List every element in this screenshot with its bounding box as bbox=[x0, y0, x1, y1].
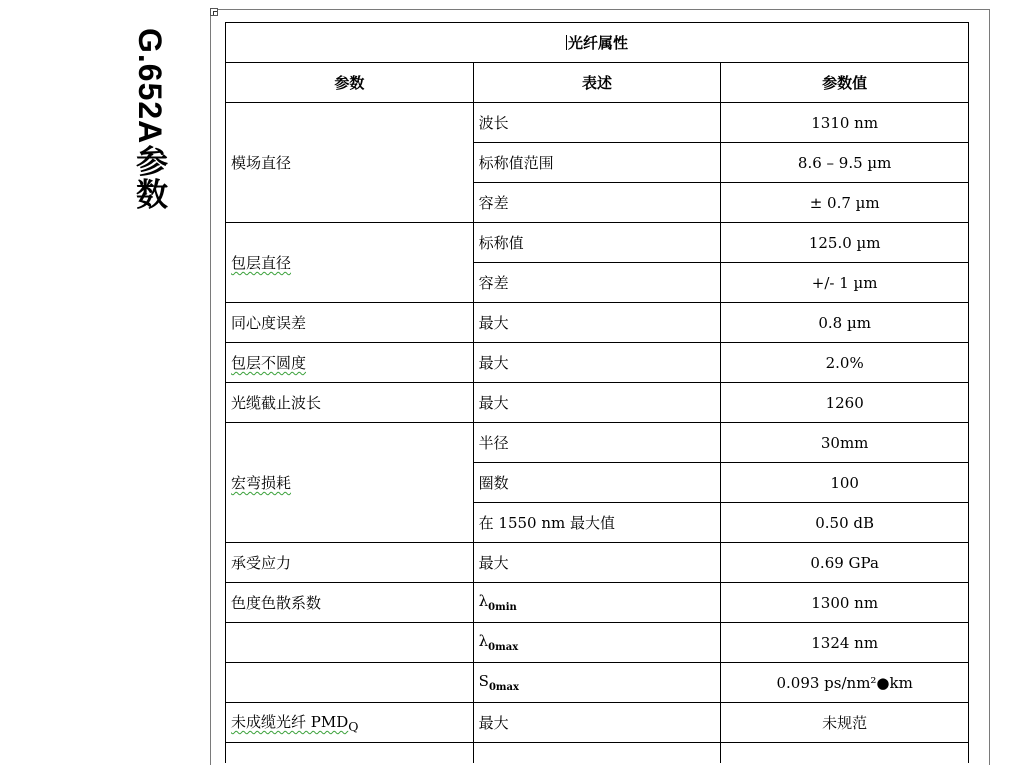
table-row bbox=[226, 543, 969, 583]
table-move-handle-icon[interactable] bbox=[210, 8, 218, 16]
desc-cell: 最大 bbox=[473, 383, 721, 423]
desc-cell: 最大 bbox=[473, 343, 721, 383]
desc-cell bbox=[473, 623, 721, 663]
desc-cell: 在 1550 nm 最大值 bbox=[473, 503, 721, 543]
value-cell: 1300 nm bbox=[721, 583, 969, 623]
slide-title bbox=[130, 28, 170, 268]
table-row bbox=[226, 223, 969, 263]
value-cell: 未规范 bbox=[721, 703, 969, 743]
desc-cell: 圈数 bbox=[473, 463, 721, 503]
desc-cell: 半径 bbox=[473, 423, 721, 463]
value-cell: 0.8 µm bbox=[721, 303, 969, 343]
desc-cell: 波长 bbox=[473, 103, 721, 143]
value-cell: 8.6 – 9.5 µm bbox=[721, 143, 969, 183]
column-header-param: 参数 bbox=[226, 63, 474, 103]
symbol-text: λ bbox=[478, 632, 489, 650]
text-cursor bbox=[566, 35, 567, 50]
param-cell: 光缆截止波长 bbox=[226, 383, 474, 423]
table-row bbox=[226, 623, 969, 663]
desc-cell: 标称值 bbox=[473, 223, 721, 263]
value-cell: 0.50 dB bbox=[721, 503, 969, 543]
param-text: 宏弯损耗 bbox=[231, 474, 292, 492]
value-cell: ± 0.7 µm bbox=[721, 183, 969, 223]
table-row bbox=[226, 663, 969, 703]
desc-cell: 标称值范围 bbox=[473, 143, 721, 183]
param-subscript: Q bbox=[348, 719, 359, 734]
param-cell bbox=[226, 623, 474, 663]
table-title: 光纤属性 bbox=[567, 34, 628, 52]
desc-cell: 最大 bbox=[473, 543, 721, 583]
value-cell: +/- 1 µm bbox=[721, 263, 969, 303]
desc-cell: 容差 bbox=[473, 263, 721, 303]
desc-cell: 容差 bbox=[473, 183, 721, 223]
table-row bbox=[226, 703, 969, 743]
table-row bbox=[226, 383, 969, 423]
param-cell: 承受应力 bbox=[226, 543, 474, 583]
value-cell: 1324 nm bbox=[721, 623, 969, 663]
value-cell: 1260 bbox=[721, 383, 969, 423]
symbol-subscript: 0max bbox=[488, 682, 519, 693]
desc-cell bbox=[473, 583, 721, 623]
empty-cell bbox=[226, 743, 474, 764]
table-title-cell bbox=[226, 23, 969, 63]
param-cell bbox=[226, 223, 474, 303]
value-cell: 100 bbox=[721, 463, 969, 503]
symbol-subscript: 0min bbox=[488, 602, 517, 613]
desc-cell: 最大 bbox=[473, 703, 721, 743]
param-cell bbox=[226, 343, 474, 383]
value-cell: 30mm bbox=[721, 423, 969, 463]
table-row bbox=[226, 343, 969, 383]
desc-cell bbox=[473, 663, 721, 703]
slide-title-latin: G.652A bbox=[132, 28, 168, 145]
column-header-desc: 表述 bbox=[473, 63, 721, 103]
param-cell: 同心度误差 bbox=[226, 303, 474, 343]
symbol-subscript: 0max bbox=[488, 642, 519, 653]
value-cell: 2.0% bbox=[721, 343, 969, 383]
param-cell bbox=[226, 423, 474, 543]
empty-cell bbox=[721, 743, 969, 764]
value-cell: 125.0 µm bbox=[721, 223, 969, 263]
param-text: 未成缆光纤 PMD bbox=[231, 713, 349, 731]
table-header-row bbox=[226, 63, 969, 103]
param-text: 包层不圆度 bbox=[231, 354, 307, 372]
param-cell: 模场直径 bbox=[226, 103, 474, 223]
slide-title-cjk: 参数 bbox=[131, 144, 169, 211]
table-row-cut bbox=[226, 743, 969, 764]
param-text: 包层直径 bbox=[231, 254, 292, 272]
param-cell bbox=[226, 663, 474, 703]
column-header-value: 参数值 bbox=[721, 63, 969, 103]
empty-cell bbox=[473, 743, 721, 764]
value-cell: 0.69 GPa bbox=[721, 543, 969, 583]
table-row bbox=[226, 423, 969, 463]
desc-cell: 最大 bbox=[473, 303, 721, 343]
table-row bbox=[226, 303, 969, 343]
fiber-properties-table bbox=[225, 22, 969, 763]
symbol-text: λ bbox=[478, 592, 489, 610]
param-cell bbox=[226, 703, 474, 743]
value-cell: 1310 nm bbox=[721, 103, 969, 143]
table-row bbox=[226, 583, 969, 623]
param-cell: 色度色散系数 bbox=[226, 583, 474, 623]
table-row bbox=[226, 103, 969, 143]
symbol-text: S bbox=[478, 672, 489, 690]
value-cell: 0.093 ps/nm²●km bbox=[721, 663, 969, 703]
